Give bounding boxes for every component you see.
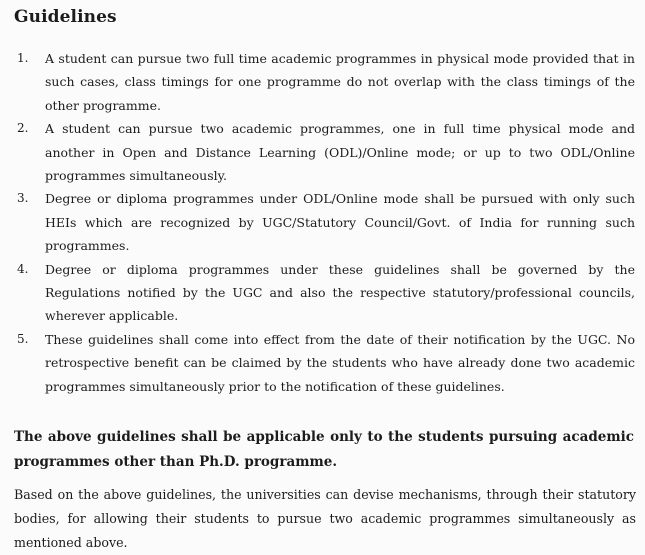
list-item-5 <box>17 328 635 398</box>
list-item-number: 5. <box>17 331 29 346</box>
list-item-text: Degree or diploma programmes under ODL/Online mode shall be pursued with only such HEIs which are recognized by UGC/Statutory Council/Govt. of India for running such programmes. <box>45 191 635 254</box>
list-item-number: 3. <box>17 191 29 206</box>
list-item-2 <box>17 117 635 187</box>
list-item-number: 4. <box>17 261 29 276</box>
list-item-number: 2. <box>17 121 29 136</box>
list-item-text: A student can pursue two full time academic programmes in physical mode provided that in such cases, class timings for one programme do not overlap with the class timings of the other programme. <box>45 51 635 113</box>
list-item-3 <box>17 187 635 257</box>
list-item-text: Degree or diploma programmes under these guidelines shall be governed by the Regulations notified by the UGC and also the respective statutory/professional councils, wherever applicable. <box>45 261 635 324</box>
list-item-text: These guidelines shall come into effect from the date of their notification by the UGC. No retrospective benefit can be claimed by the students who have already done two academic programmes simultaneously prior to the notification of these guidelines. <box>45 331 635 394</box>
guidelines-list <box>17 47 635 398</box>
list-item-4 <box>17 258 635 328</box>
list-item-number: 1. <box>17 51 29 65</box>
page-heading: Guidelines <box>14 7 117 27</box>
list-item-text: A student can pursue two academic programmes, one in full time physical mode and another in Open and Distance Learning (ODL)/Online mode; or up to two ODL/Online programmes simultaneously. <box>45 121 635 184</box>
applicability-note: The above guidelines shall be applicable only to the students pursuing academic programmes other than Ph.D. programme. <box>14 429 634 470</box>
closing-paragraph: Based on the above guidelines, the universities can devise mechanisms, through their statutory bodies, for allowing their students to pursue two academic programmes simultaneously as mentioned above. <box>14 487 636 550</box>
list-item-1 <box>17 47 635 117</box>
